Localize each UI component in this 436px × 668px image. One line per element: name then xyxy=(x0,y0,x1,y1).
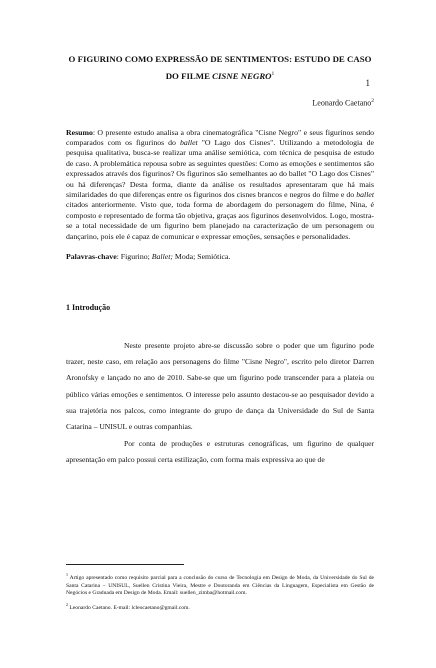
document-page xyxy=(0,52,436,668)
keywords-label: Palavras-chave xyxy=(66,252,117,262)
paragraph: Neste presente projeto abre-se discussão sobre o poder que um figurino pode trazer, neste caso, em relação aos personagens do filme "Cisne Negro", escrito pelo diretor Darren Aronofsky e lançado no ano de 2010. Sabe-se que um figurino pode transcender para a plateia ou público várias emoções e sentimentos. O interesse pelo assunto destacou-se ao pesquisador devido a sua trajetória nos palcos, como integrante do grupo de dança da Universidade do Sul de Santa Catarina – UNISUL e outras companhias. xyxy=(66,341,374,432)
title-footnote-ref: 1 xyxy=(271,71,275,77)
page-number: 1 xyxy=(365,78,370,88)
footnotes xyxy=(66,564,374,613)
paper-title xyxy=(66,52,374,84)
abstract-italic-1: ballet xyxy=(179,137,198,147)
footnote xyxy=(66,571,374,598)
keywords-italic: Ballet; xyxy=(151,252,173,262)
footnote-text: Artigo apresentado como requisito parcial para a conclusão do curso de Tecnologia em Design de Moda, da Universidade do Sul de Santa Catarina – UNISUL, Suellen Cristina Vieira, Mestre e Doutoranda em Ciências da Linguagem, Especialista em Gestão de Negócios e Graduada em Design de Moda. Email: suellen_zimba@hotmail.com. xyxy=(66,574,374,597)
section-heading: 1 Introdução xyxy=(66,303,111,313)
abstract-italic-2: ballet xyxy=(356,190,374,200)
abstract-label: Resumo xyxy=(66,127,93,137)
body-text xyxy=(66,338,374,469)
abstract-text-2: "O Lago dos Cisnes". Utilizando a metodologia de pesquisa qualitativa, busca-se realizar uma análise semiótica, com técnica de pesquisa de estudo de caso. A problemática repousa sobre as seguintes questões: Como as emoções e sentimentos são expressados através dos figurinos? Os figurinos são semelhantes ao do ballet "O Lago dos Cisnes" ou há diferenças? Desta forma, diante da análise os resultados apresentaram que há mais similaridades do que diferenças entre os figurinos dos cisnes brancos e negros do filme e do xyxy=(66,137,374,200)
title-line-2-prefix: DO FILME xyxy=(165,70,213,81)
keywords-text-1: : Figurino; xyxy=(116,252,152,262)
author-footnote-ref: 2 xyxy=(371,97,374,104)
footnote xyxy=(66,601,374,613)
keywords-text-2: Moda; Semiótica. xyxy=(172,252,231,262)
footnote-ref: 2 xyxy=(66,602,68,608)
paragraph: Por conta de produções e estruturas cenográficas, um figurino de qualquer apresentação em palco possui certa estilização, com forma mais expressiva ao que de xyxy=(66,439,374,465)
author-line xyxy=(66,98,374,108)
abstract xyxy=(66,128,374,242)
footnote-ref: 1 xyxy=(66,572,68,577)
keywords xyxy=(66,252,374,262)
abstract-text-1: : O presente estudo analisa a obra cinematográfica "Cisne Negro" e seus figurinos sendo comparados com os figurinos do xyxy=(66,127,374,147)
footnote-divider xyxy=(66,564,184,565)
title-film-name: CISNE NEGRO xyxy=(212,70,272,81)
abstract-text-3: citados anteriormente. Visto que, toda forma de abordagem do personagem do filme, Nina, é composto e representado de forma tão objetiva, graças aos figurinos desenvolvidos. Logo, mostra-se a total necessidade de um figurino bem planejado na caracterização de um personagem ou dançarino, pois ele é capaz de comunicar e expressar emoções, sensações e personalidades. xyxy=(66,200,374,241)
footnote-text: Leonardo Caetano. E-mail: lcleocaetano@gmail.com. xyxy=(68,605,190,612)
author-name: Leonardo Caetano xyxy=(312,98,372,108)
title-line-1: O FIGURINO COMO EXPRESSÃO DE SENTIMENTOS: ESTUDO DE CASO xyxy=(68,54,372,64)
